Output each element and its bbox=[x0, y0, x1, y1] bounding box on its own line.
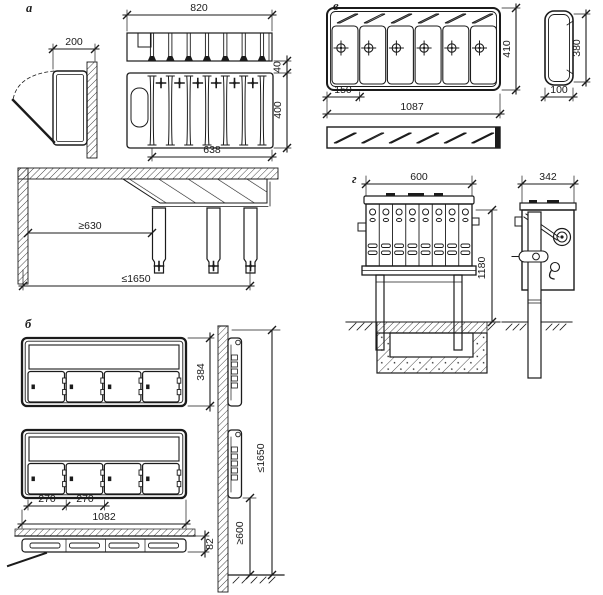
box-inner-line bbox=[57, 75, 84, 142]
wall-hatch bbox=[18, 168, 278, 179]
dim-text: 820 bbox=[190, 2, 208, 14]
slots bbox=[334, 133, 467, 143]
open-door bbox=[13, 100, 54, 142]
dim-text: 410 bbox=[501, 40, 513, 58]
dim-a-638 bbox=[148, 144, 276, 161]
v-side-profile bbox=[545, 11, 573, 85]
a-plan-view bbox=[127, 73, 273, 148]
dim-v-100 bbox=[541, 84, 577, 101]
top-letter-slots bbox=[337, 14, 493, 23]
open-flap-line bbox=[8, 553, 46, 566]
dim-a-40 bbox=[272, 56, 292, 78]
dim-a-400 bbox=[272, 73, 291, 152]
dim-text: 1082 bbox=[92, 511, 116, 523]
dim-text: 400 bbox=[272, 101, 284, 119]
section-g bbox=[346, 171, 578, 378]
b-ceiling-plan-strip bbox=[8, 529, 195, 566]
dim-a-min630 bbox=[25, 220, 156, 237]
section-g-label: г bbox=[352, 172, 357, 186]
dim-text: 150 bbox=[334, 84, 352, 96]
dim-text: 1087 bbox=[400, 101, 424, 113]
dim-text: 270 bbox=[76, 493, 94, 505]
dim-g-600 bbox=[362, 171, 476, 196]
b-lower-bank bbox=[22, 430, 186, 498]
section-v-label: в bbox=[333, 0, 339, 13]
dim-text: 270 bbox=[38, 493, 56, 505]
dim-text: 100 bbox=[550, 84, 568, 96]
section-b-label: б bbox=[25, 317, 32, 331]
section-a bbox=[13, 1, 291, 290]
dim-text: 1180 bbox=[476, 256, 488, 280]
latch-ring bbox=[551, 263, 560, 272]
dim-b-270-270 bbox=[24, 493, 109, 510]
section-a-label: а bbox=[26, 1, 33, 15]
dim-b-384 bbox=[188, 333, 214, 411]
a-side-view-wall-mounted-box bbox=[13, 62, 97, 158]
dim-v-380 bbox=[571, 10, 590, 86]
dim-text: ≥630 bbox=[78, 220, 102, 232]
dim-b-min600 bbox=[234, 495, 256, 579]
door-swing-arc bbox=[13, 71, 54, 100]
dim-text: 384 bbox=[195, 363, 207, 381]
dim-text: 600 bbox=[410, 171, 428, 183]
v-front-view bbox=[327, 8, 500, 90]
post-clamp bbox=[519, 251, 548, 262]
concrete-fill bbox=[377, 333, 487, 373]
b-wall-side-view bbox=[218, 326, 284, 592]
lower-box-side bbox=[228, 430, 242, 498]
b-upper-bank bbox=[22, 338, 186, 406]
dim-text: ≥600 bbox=[234, 521, 246, 545]
a-top-strip-view bbox=[127, 33, 272, 61]
wall-hatch bbox=[18, 168, 28, 284]
v-plan-strip bbox=[327, 127, 500, 148]
dim-text: 342 bbox=[539, 171, 557, 183]
backfill bbox=[377, 322, 487, 333]
unit-plan-hatched bbox=[123, 179, 267, 203]
g-foundation bbox=[346, 322, 500, 373]
dim-text: 380 bbox=[571, 39, 583, 57]
dim-a-820 bbox=[123, 2, 276, 31]
support-post bbox=[528, 212, 541, 378]
a-corner-plan bbox=[18, 168, 278, 284]
section-v bbox=[323, 0, 590, 148]
dim-g-342 bbox=[518, 171, 578, 203]
keyhole-notch bbox=[138, 33, 151, 47]
dim-v-1087 bbox=[323, 94, 504, 118]
dim-text: ≤1650 bbox=[121, 273, 151, 285]
box-body bbox=[53, 71, 87, 145]
hand-slot bbox=[131, 88, 148, 127]
dim-text: 638 bbox=[203, 144, 221, 156]
dim-text: 40 bbox=[271, 61, 284, 73]
dim-v-410 bbox=[501, 4, 520, 94]
ceiling-hatch bbox=[15, 529, 195, 536]
right-leg bbox=[454, 275, 462, 350]
dim-text: ≤1650 bbox=[255, 443, 267, 473]
g-side-view bbox=[502, 200, 576, 378]
slot-dark bbox=[472, 133, 495, 143]
section-b bbox=[8, 317, 284, 592]
dim-text: 82 bbox=[204, 538, 216, 550]
dim-text: 200 bbox=[65, 36, 83, 48]
upper-box-side bbox=[228, 338, 242, 406]
wall-hatch bbox=[87, 62, 97, 158]
wall-hatch bbox=[218, 326, 228, 592]
dim-a-max1650 bbox=[19, 270, 254, 290]
